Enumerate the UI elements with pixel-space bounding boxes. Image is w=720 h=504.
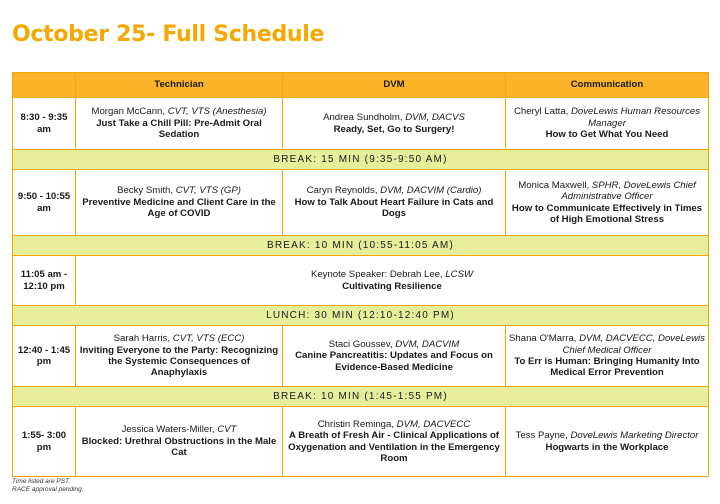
- technician-session: [76, 326, 283, 387]
- time-slot: 11:05 am - 12:10 pm: [13, 256, 76, 306]
- table-row: [13, 170, 709, 236]
- technician-session: [76, 170, 283, 236]
- session-title: Cultivating Resilience: [342, 280, 442, 292]
- footnotes: [12, 478, 84, 494]
- time-slot: 9:50 - 10:55 am: [13, 170, 76, 236]
- table-row: [13, 256, 709, 306]
- session-title: How to Talk About Heart Failure in Cats and Dogs: [294, 196, 494, 220]
- header-technician: Technician: [76, 73, 283, 98]
- session-title: Just Take a Chill Pill: Pre-Admit Oral Sedation: [96, 117, 262, 141]
- break-row: [13, 150, 709, 170]
- table-row: [13, 98, 709, 150]
- break-label: BREAK: 10 MIN (10:55-11:05 AM): [13, 236, 709, 256]
- communication-session: [506, 170, 709, 236]
- speaker: Andrea Sundholm, DVM, DACVS: [323, 112, 465, 124]
- speaker: Morgan McCann, CVT, VTS (Anesthesia): [91, 106, 267, 118]
- speaker: Sarah Harris, CVT, VTS (ECC): [113, 333, 245, 345]
- table-row: [13, 326, 709, 387]
- break-label: LUNCH: 30 MIN (12:10-12:40 PM): [13, 306, 709, 326]
- header-communication: Communication: [506, 73, 709, 98]
- speaker: Becky Smith, CVT, VTS (GP): [117, 185, 241, 197]
- footnote-race: RACE approval pending.: [12, 486, 84, 493]
- break-row: [13, 236, 709, 256]
- header-dvm: DVM: [283, 73, 506, 98]
- dvm-session: [283, 326, 506, 387]
- session-title: A Breath of Fresh Air - Clinical Applications of Oxygenation and Ventilation in the Emergency Room: [288, 430, 500, 464]
- session-title: How to Communicate Effectively in Times of High Emotional Stress: [511, 202, 703, 225]
- break-row: [13, 306, 709, 326]
- speaker: Tess Payne, DoveLewis Marketing Director: [515, 430, 699, 442]
- session-title: Inviting Everyone to the Party: Recognizing the Systemic Consequences of Anaphylaxis: [79, 344, 279, 379]
- time-slot: 12:40 - 1:45 pm: [13, 326, 76, 387]
- break-row: [13, 387, 709, 407]
- speaker: Christin Reminga, DVM, DACVECC: [317, 418, 471, 430]
- speaker: Jessica Waters-Miller, CVT: [121, 424, 237, 436]
- break-label: BREAK: 15 MIN (9:35-9:50 AM): [13, 150, 709, 170]
- session-title: Canine Pancreatitis: Updates and Focus on Evidence-Based Medicine: [295, 350, 493, 373]
- keynote-session: [76, 256, 709, 306]
- session-title: Ready, Set, Go to Surgery!: [333, 123, 455, 135]
- page-title: October 25- Full Schedule: [12, 22, 325, 47]
- speaker: Caryn Reynolds, DVM, DACVIM (Cardio): [306, 185, 482, 197]
- communication-session: [506, 407, 709, 477]
- session-title: How to Get What You Need: [545, 129, 669, 141]
- speaker: Shana O'Marra, DVM, DACVECC, DoveLewis Chief Medical Officer: [509, 333, 705, 356]
- session-title: Preventive Medicine and Client Care in the Age of COVID: [82, 196, 276, 220]
- schedule-table: [12, 72, 709, 477]
- dvm-session: [283, 98, 506, 150]
- session-title: To Err is Human: Bringing Humanity Into Medical Error Prevention: [514, 356, 700, 379]
- technician-session: [76, 98, 283, 150]
- speaker: Staci Goussev, DVM, DACVIM: [328, 338, 460, 350]
- header-row: [13, 73, 709, 98]
- speaker: Keynote Speaker: Debrah Lee, LCSW: [310, 269, 474, 281]
- communication-session: [506, 326, 709, 387]
- technician-session: [76, 407, 283, 477]
- speaker: Cheryl Latta, DoveLewis Human Resources Manager: [513, 106, 701, 129]
- footnote-timezone: Time listed are PST.: [12, 478, 71, 485]
- speaker: Monica Maxwell, SPHR, DoveLewis Chief Administrative Officer: [518, 179, 696, 203]
- communication-session: [506, 98, 709, 150]
- dvm-session: [283, 407, 506, 477]
- dvm-session: [283, 170, 506, 236]
- time-slot: 1:55- 3:00 pm: [13, 407, 76, 477]
- time-slot: 8:30 - 9:35 am: [13, 98, 76, 150]
- break-label: BREAK: 10 MIN (1:45-1:55 PM): [13, 387, 709, 407]
- table-row: [13, 407, 709, 477]
- session-title: Hogwarts in the Workplace: [545, 441, 669, 453]
- header-empty: [13, 73, 76, 98]
- session-title: Blocked: Urethral Obstructions in the Male Cat: [81, 435, 277, 459]
